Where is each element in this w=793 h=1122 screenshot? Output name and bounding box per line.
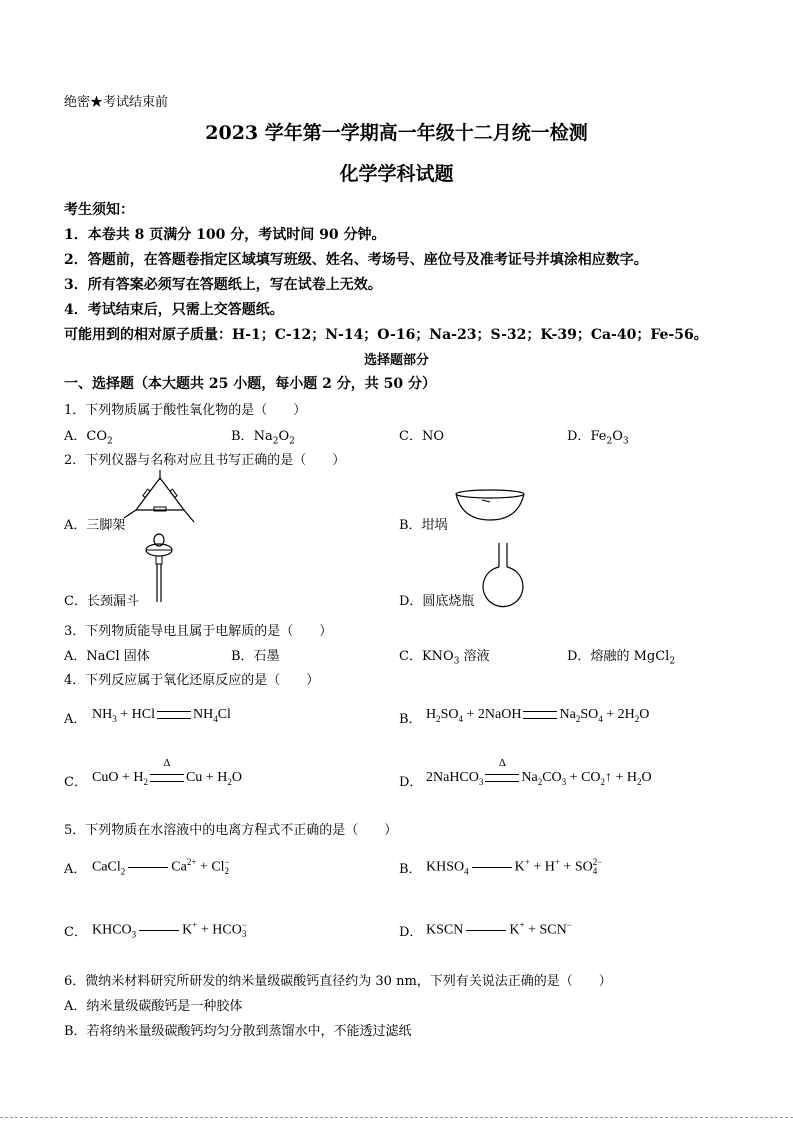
q3-option-a: A．NaCl 固体 xyxy=(64,649,150,664)
formula-sub: 2 xyxy=(606,436,613,447)
q4-option-a-equation xyxy=(92,707,231,724)
q3-option-d xyxy=(567,645,675,667)
formula-part: Cl xyxy=(217,707,231,722)
q5-stem: 5．下列物质在水溶液中的电离方程式不正确的是（ ） xyxy=(64,823,398,838)
formula-sub: 2 xyxy=(227,776,232,787)
ionization-arrow xyxy=(466,930,506,931)
formula-part: + HCl xyxy=(116,707,155,722)
formula-part: Fe xyxy=(590,429,607,444)
formula-part: ↑ + H xyxy=(605,770,638,785)
exam-subtitle: 化学学科试题 xyxy=(339,163,454,185)
q4-option-b-equation xyxy=(426,707,649,724)
formula-sub: 3 xyxy=(561,776,567,787)
formula-part: O xyxy=(641,770,652,785)
q1-option-d xyxy=(567,425,629,447)
formula-part: Na xyxy=(559,707,576,722)
formula-part: + H xyxy=(529,859,555,875)
formula-part: Ca xyxy=(171,859,187,875)
q5-option-a-equation xyxy=(92,857,230,876)
formula-part: SO xyxy=(440,707,459,722)
formula-part: KSCN xyxy=(426,922,464,938)
formula-part: NH xyxy=(192,707,214,722)
formula-part: Cu + H xyxy=(185,770,228,785)
option-label: B． xyxy=(231,429,254,444)
formula-sup: + xyxy=(554,857,560,867)
flask-figure xyxy=(480,541,526,607)
formula-part: O xyxy=(639,707,650,722)
formula-part: CaCl xyxy=(92,859,121,875)
formula-part: 溶液 xyxy=(459,649,490,664)
formula-sub: 2 xyxy=(637,776,642,787)
notice-item-num: 2． xyxy=(64,252,88,268)
formula-part: CO xyxy=(86,429,107,444)
q2-stem: 2．下列仪器与名称对应且书写正确的是（ ） xyxy=(64,453,346,468)
formula-sub: 2 xyxy=(669,656,676,667)
q5-option-a-label: A． xyxy=(64,862,87,877)
notice-item-num: 3． xyxy=(64,277,88,293)
formula-sub: 2 xyxy=(272,436,279,447)
option-label: C． xyxy=(399,649,422,664)
q4-option-d-label: D． xyxy=(399,775,423,790)
formula-sup: 2− xyxy=(592,857,603,868)
formula-sup: + xyxy=(524,857,530,867)
q5-option-b-equation xyxy=(426,857,602,876)
formula-sup: − xyxy=(566,920,572,930)
formula-sup: − xyxy=(224,857,230,868)
formula-sup: 2+ xyxy=(186,857,197,867)
q1-stem: 1．下列物质属于酸性氧化物的是（ ） xyxy=(64,403,307,418)
q3-option-c xyxy=(399,645,490,667)
formula-sub: 4 xyxy=(458,713,464,724)
section-heading: 一、选择题（本大题共 25 小题，每小题 2 分，共 50 分） xyxy=(64,376,436,392)
notice-item-text: 所有答案必须写在答题纸上，写在试卷上无效。 xyxy=(87,277,382,293)
formula-sub: 2 xyxy=(436,713,441,724)
secret-label: 绝密★考试结束前 xyxy=(64,95,169,110)
q1-option-c xyxy=(399,425,444,444)
formula-part: 熔融的 MgCl xyxy=(590,649,670,664)
formula-part: H xyxy=(426,707,437,722)
option-label: D． xyxy=(567,649,591,664)
option-label: A． xyxy=(64,429,87,444)
section-part: 选择题部分 xyxy=(363,353,429,368)
formula-part: Na xyxy=(521,770,538,785)
q5-option-c-label: C． xyxy=(64,925,87,940)
formula-sub: 4 xyxy=(464,866,469,877)
formula-supsub xyxy=(593,858,603,876)
formula-part: Na xyxy=(253,429,273,444)
formula-part: KNO xyxy=(421,649,454,664)
formula-sub: 2 xyxy=(575,713,581,724)
notice-item-num: 1． xyxy=(64,227,88,243)
formula-part: NH xyxy=(92,707,113,722)
formula-sub: 2 xyxy=(600,776,606,787)
formula-part: + Cl xyxy=(196,859,225,875)
notice-item xyxy=(64,274,382,294)
formula-supsub xyxy=(225,858,230,876)
q5-option-d-equation xyxy=(426,920,572,939)
formula-sub: 2 xyxy=(224,866,230,877)
formula-part: + SO xyxy=(559,859,593,875)
formula-part: NO xyxy=(421,429,444,444)
formula-part: K xyxy=(509,922,520,938)
formula-part: K xyxy=(182,922,193,938)
dish-figure xyxy=(452,488,528,524)
formula-sub: 3 xyxy=(131,929,137,940)
reaction-condition: Δ xyxy=(498,756,506,769)
option-label: D． xyxy=(567,429,591,444)
formula-part: O xyxy=(612,429,623,444)
formula-part: O xyxy=(278,429,290,444)
q2-option-a: A．三脚架 xyxy=(64,518,126,533)
option-label: C． xyxy=(399,429,422,444)
formula-part: + HCO xyxy=(197,922,242,938)
ionization-arrow xyxy=(472,867,512,868)
q4-option-c-label: C． xyxy=(64,775,87,790)
notice-item-text: 考试结束后，只需上交答题纸。 xyxy=(87,302,284,318)
notice-item xyxy=(64,249,648,269)
q6-option-b: B．若将纳米量级碳酸钙均匀分散到蒸馏水中，不能透过滤纸 xyxy=(64,1024,412,1039)
q4-stem: 4．下列反应属于氧化还原反应的是（ ） xyxy=(64,673,320,688)
formula-part: KHCO xyxy=(92,922,132,938)
formula-sub: 3 xyxy=(478,776,484,787)
q4-option-d-equation xyxy=(426,756,652,787)
notice-heading: 考生须知： xyxy=(64,202,134,218)
q6-option-a: A．纳米量级碳酸钙是一种胶体 xyxy=(64,999,243,1014)
formula-sub: 3 xyxy=(453,656,460,667)
q5-option-c-equation xyxy=(92,920,247,939)
q2-option-b: B．坩埚 xyxy=(399,518,448,533)
q4-option-c-equation xyxy=(92,756,242,787)
formula-part: CuO + H xyxy=(92,770,144,785)
formula-sub: 4 xyxy=(592,866,598,877)
formula-sub: 2 xyxy=(107,436,113,447)
ionization-arrow xyxy=(128,867,168,868)
q4-option-a-label: A． xyxy=(64,712,87,727)
q2-option-c: C．长颈漏斗 xyxy=(64,594,139,609)
formula-part: + SCN xyxy=(524,922,567,938)
equals-sign xyxy=(523,711,557,719)
formula-sub: 3 xyxy=(622,436,629,447)
formula-part: + CO xyxy=(566,770,601,785)
exam-title: 2023 学年第一学期高一年级十二月统一检测 xyxy=(205,122,588,144)
notice-item xyxy=(64,224,385,244)
tripod-figure xyxy=(120,470,200,530)
notice-item-text: 本卷共 8 页满分 100 分，考试时间 90 分钟。 xyxy=(87,227,386,243)
q5-option-b-label: B． xyxy=(399,862,422,877)
reaction-condition: Δ xyxy=(163,756,171,769)
notice-item-text: 答题前，在答题卷指定区域填写班级、姓名、考场号、座位号及准考证号并填涂相应数字。 xyxy=(87,252,648,268)
formula-sub: 2 xyxy=(634,713,640,724)
formula-sup: − xyxy=(241,920,247,931)
page-bottom-divider xyxy=(0,1117,793,1118)
formula-part: O xyxy=(231,770,242,785)
formula-sub: 3 xyxy=(112,713,117,724)
formula-part: K xyxy=(514,859,525,875)
q1-option-b xyxy=(231,425,295,447)
formula-part: + 2H xyxy=(602,707,635,722)
atomic-masses: 可能用到的相对原子质量：H-1；C-12；N-14；O-16；Na-23；S-32；K-39；Ca-40；Fe-56。 xyxy=(64,327,708,343)
formula-part: CO xyxy=(542,770,562,785)
formula-supsub xyxy=(242,921,247,939)
formula-part: 2NaHCO xyxy=(426,770,479,785)
funnel-figure xyxy=(142,532,176,604)
formula-part: + 2NaOH xyxy=(463,707,522,722)
notice-item-num: 4． xyxy=(64,302,88,318)
equals-sign xyxy=(485,756,519,782)
formula-sub: 2 xyxy=(143,776,148,787)
formula-sup: + xyxy=(519,920,525,930)
q6-stem: 6．微纳米材料研究所研发的纳米量级碳酸钙直径约为 30 nm，下列有关说法正确的是（ ） xyxy=(64,974,612,989)
equals-sign xyxy=(150,756,184,782)
formula-sup: + xyxy=(192,920,198,930)
formula-sub: 2 xyxy=(537,776,543,787)
formula-sub: 4 xyxy=(213,713,218,724)
q5-option-d-label: D． xyxy=(399,925,423,940)
formula-sub: 2 xyxy=(120,866,126,877)
q3-option-b: B．石墨 xyxy=(231,649,280,664)
formula-sub: 4 xyxy=(598,713,603,724)
formula-part: KHSO xyxy=(426,859,465,875)
notice-item xyxy=(64,299,284,319)
equals-sign xyxy=(157,711,191,719)
q4-option-b-label: B． xyxy=(399,712,422,727)
formula-sub: 2 xyxy=(289,436,295,447)
formula-sub: 3 xyxy=(241,929,247,940)
formula-part: SO xyxy=(580,707,599,722)
q2-option-d: D．圆底烧瓶 xyxy=(399,594,475,609)
q1-option-a xyxy=(64,425,113,447)
ionization-arrow xyxy=(139,930,179,931)
q3-stem: 3．下列物质能导电且属于电解质的是（ ） xyxy=(64,624,333,639)
